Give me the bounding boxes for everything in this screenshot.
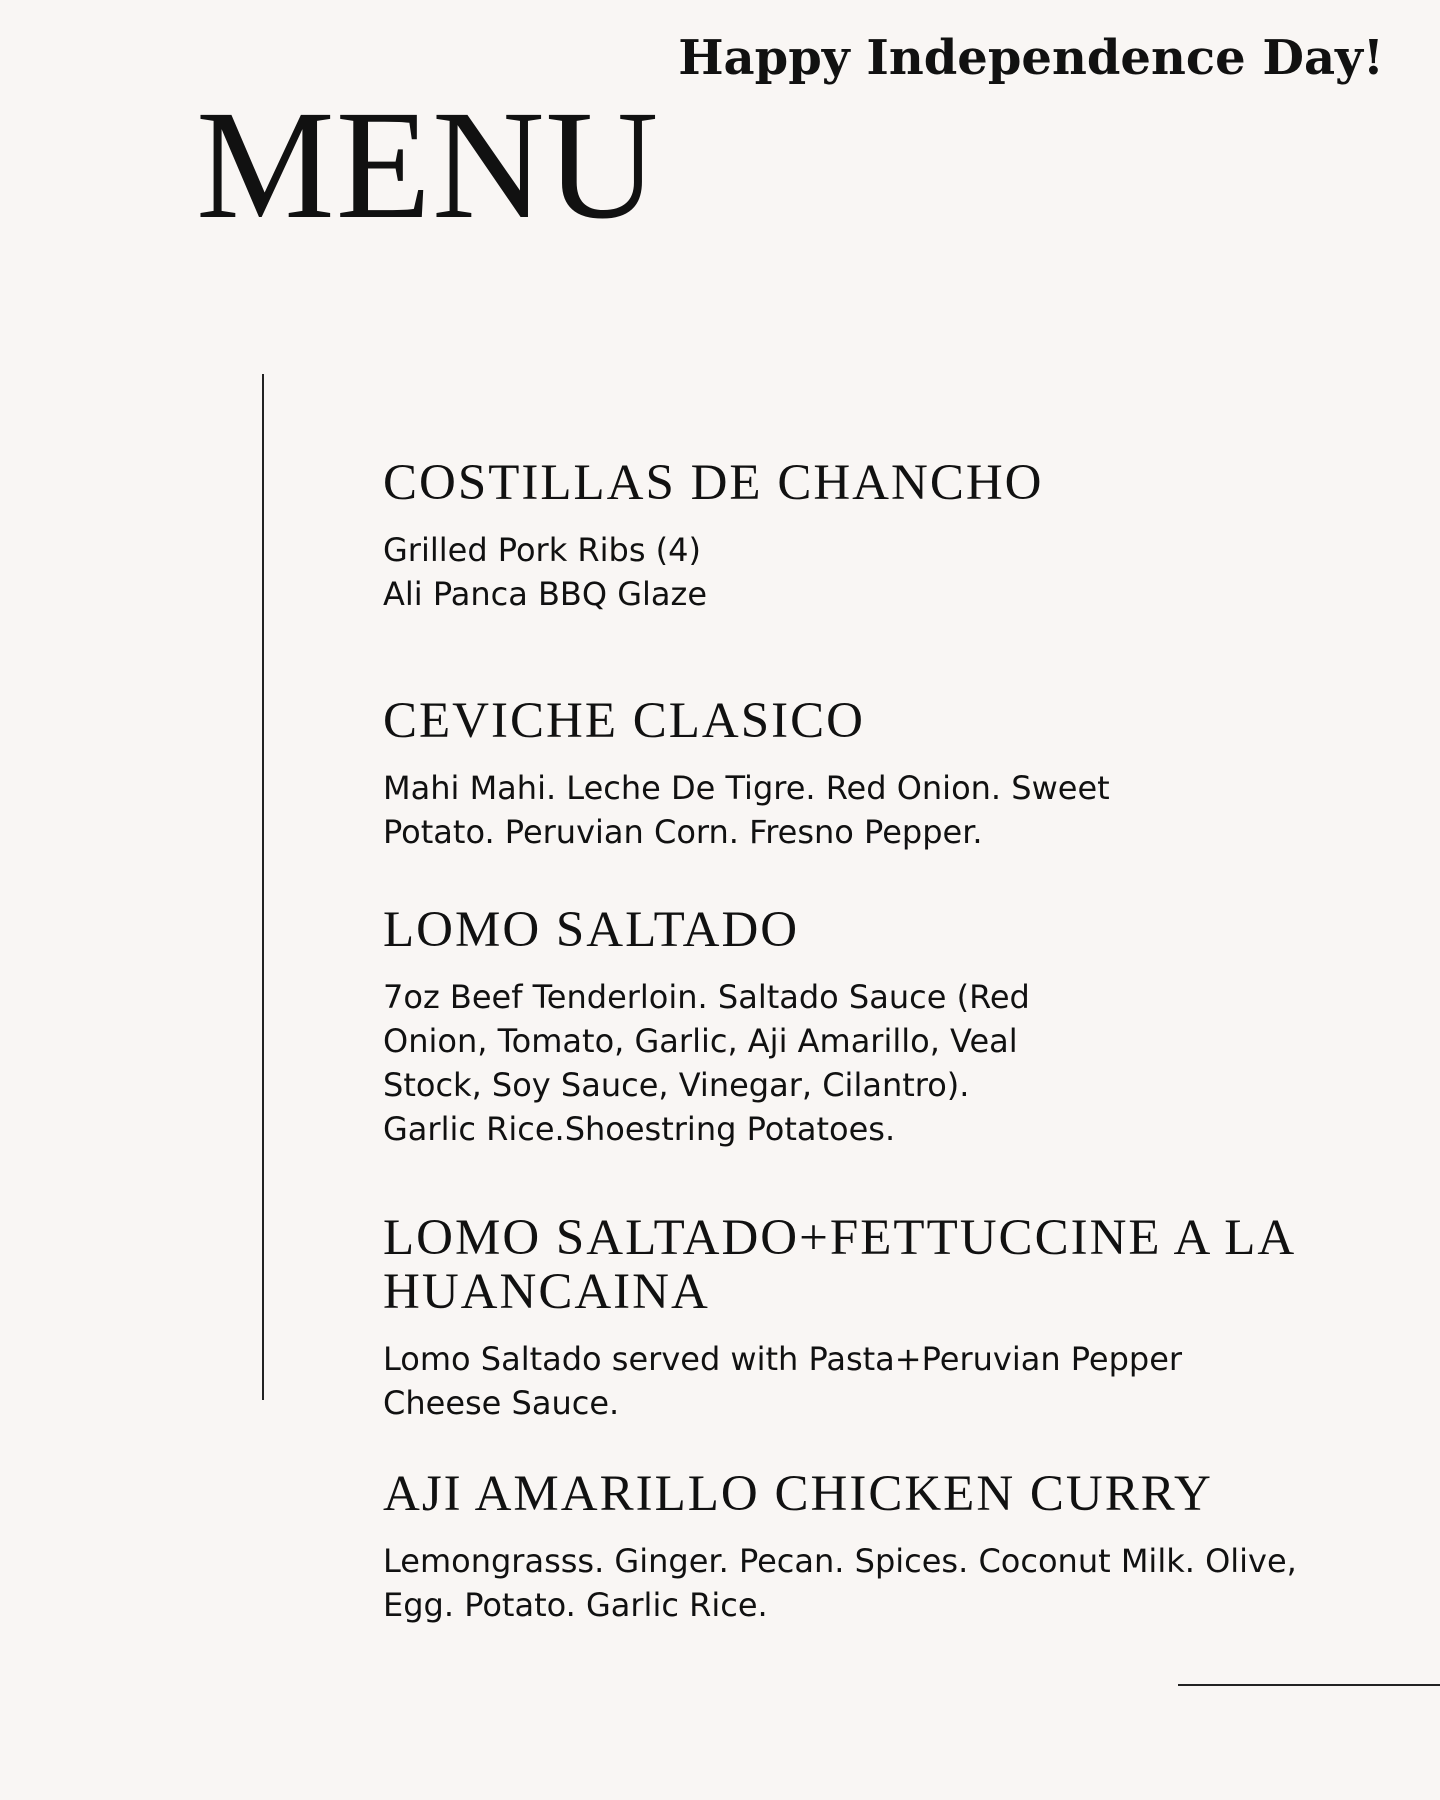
dish-name: AJI AMARILLO CHICKEN CURRY bbox=[383, 1466, 1213, 1522]
greeting-text: Happy Independence Day! bbox=[678, 30, 1384, 86]
dish-description bbox=[383, 766, 1393, 854]
dish-name: CEVICHE CLASICO bbox=[383, 693, 865, 749]
description-line: Onion, Tomato, Garlic, Aji Amarillo, Veal bbox=[383, 1022, 1018, 1060]
description-line: Egg. Potato. Garlic Rice. bbox=[383, 1586, 768, 1624]
description-line: 7oz Beef Tenderloin. Saltado Sauce (Red bbox=[383, 978, 1030, 1016]
dish-lomo-saltado-fettuccine bbox=[383, 1211, 1393, 1425]
description-line: Ali Panca BBQ Glaze bbox=[383, 575, 708, 613]
dish-costillas-de-chancho bbox=[383, 456, 1393, 616]
vertical-divider bbox=[262, 374, 264, 1400]
description-line: Grilled Pork Ribs (4) bbox=[383, 531, 701, 569]
description-line: Stock, Soy Sauce, Vinegar, Cilantro). bbox=[383, 1066, 970, 1104]
dish-description bbox=[383, 975, 1393, 1151]
dish-aji-amarillo-chicken-curry bbox=[383, 1467, 1393, 1627]
dish-name: COSTILLAS DE CHANCHO bbox=[383, 455, 1044, 511]
description-line: Lomo Saltado served with Pasta+Peruvian Pepper bbox=[383, 1340, 1183, 1378]
description-line: Potato. Peruvian Corn. Fresno Pepper. bbox=[383, 813, 983, 851]
dish-lomo-saltado bbox=[383, 903, 1393, 1151]
dish-name-line: LOMO SALTADO+FETTUCCINE A LA bbox=[383, 1210, 1297, 1266]
description-line: Garlic Rice.Shoestring Potatoes. bbox=[383, 1110, 896, 1148]
dish-description bbox=[383, 528, 1393, 616]
description-line: Cheese Sauce. bbox=[383, 1384, 620, 1422]
dish-name bbox=[383, 1211, 1393, 1319]
description-line: Mahi Mahi. Leche De Tigre. Red Onion. Sweet bbox=[383, 769, 1110, 807]
dish-ceviche-clasico bbox=[383, 694, 1393, 854]
dish-description bbox=[383, 1337, 1393, 1425]
horizontal-divider bbox=[1178, 1684, 1440, 1686]
dish-name: LOMO SALTADO bbox=[383, 902, 800, 958]
menu-title: MENU bbox=[196, 78, 660, 251]
description-line: Lemongrasss. Ginger. Pecan. Spices. Coconut Milk. Olive, bbox=[383, 1542, 1297, 1580]
dish-name-line: HUANCAINA bbox=[383, 1264, 710, 1320]
dish-description bbox=[383, 1539, 1393, 1627]
